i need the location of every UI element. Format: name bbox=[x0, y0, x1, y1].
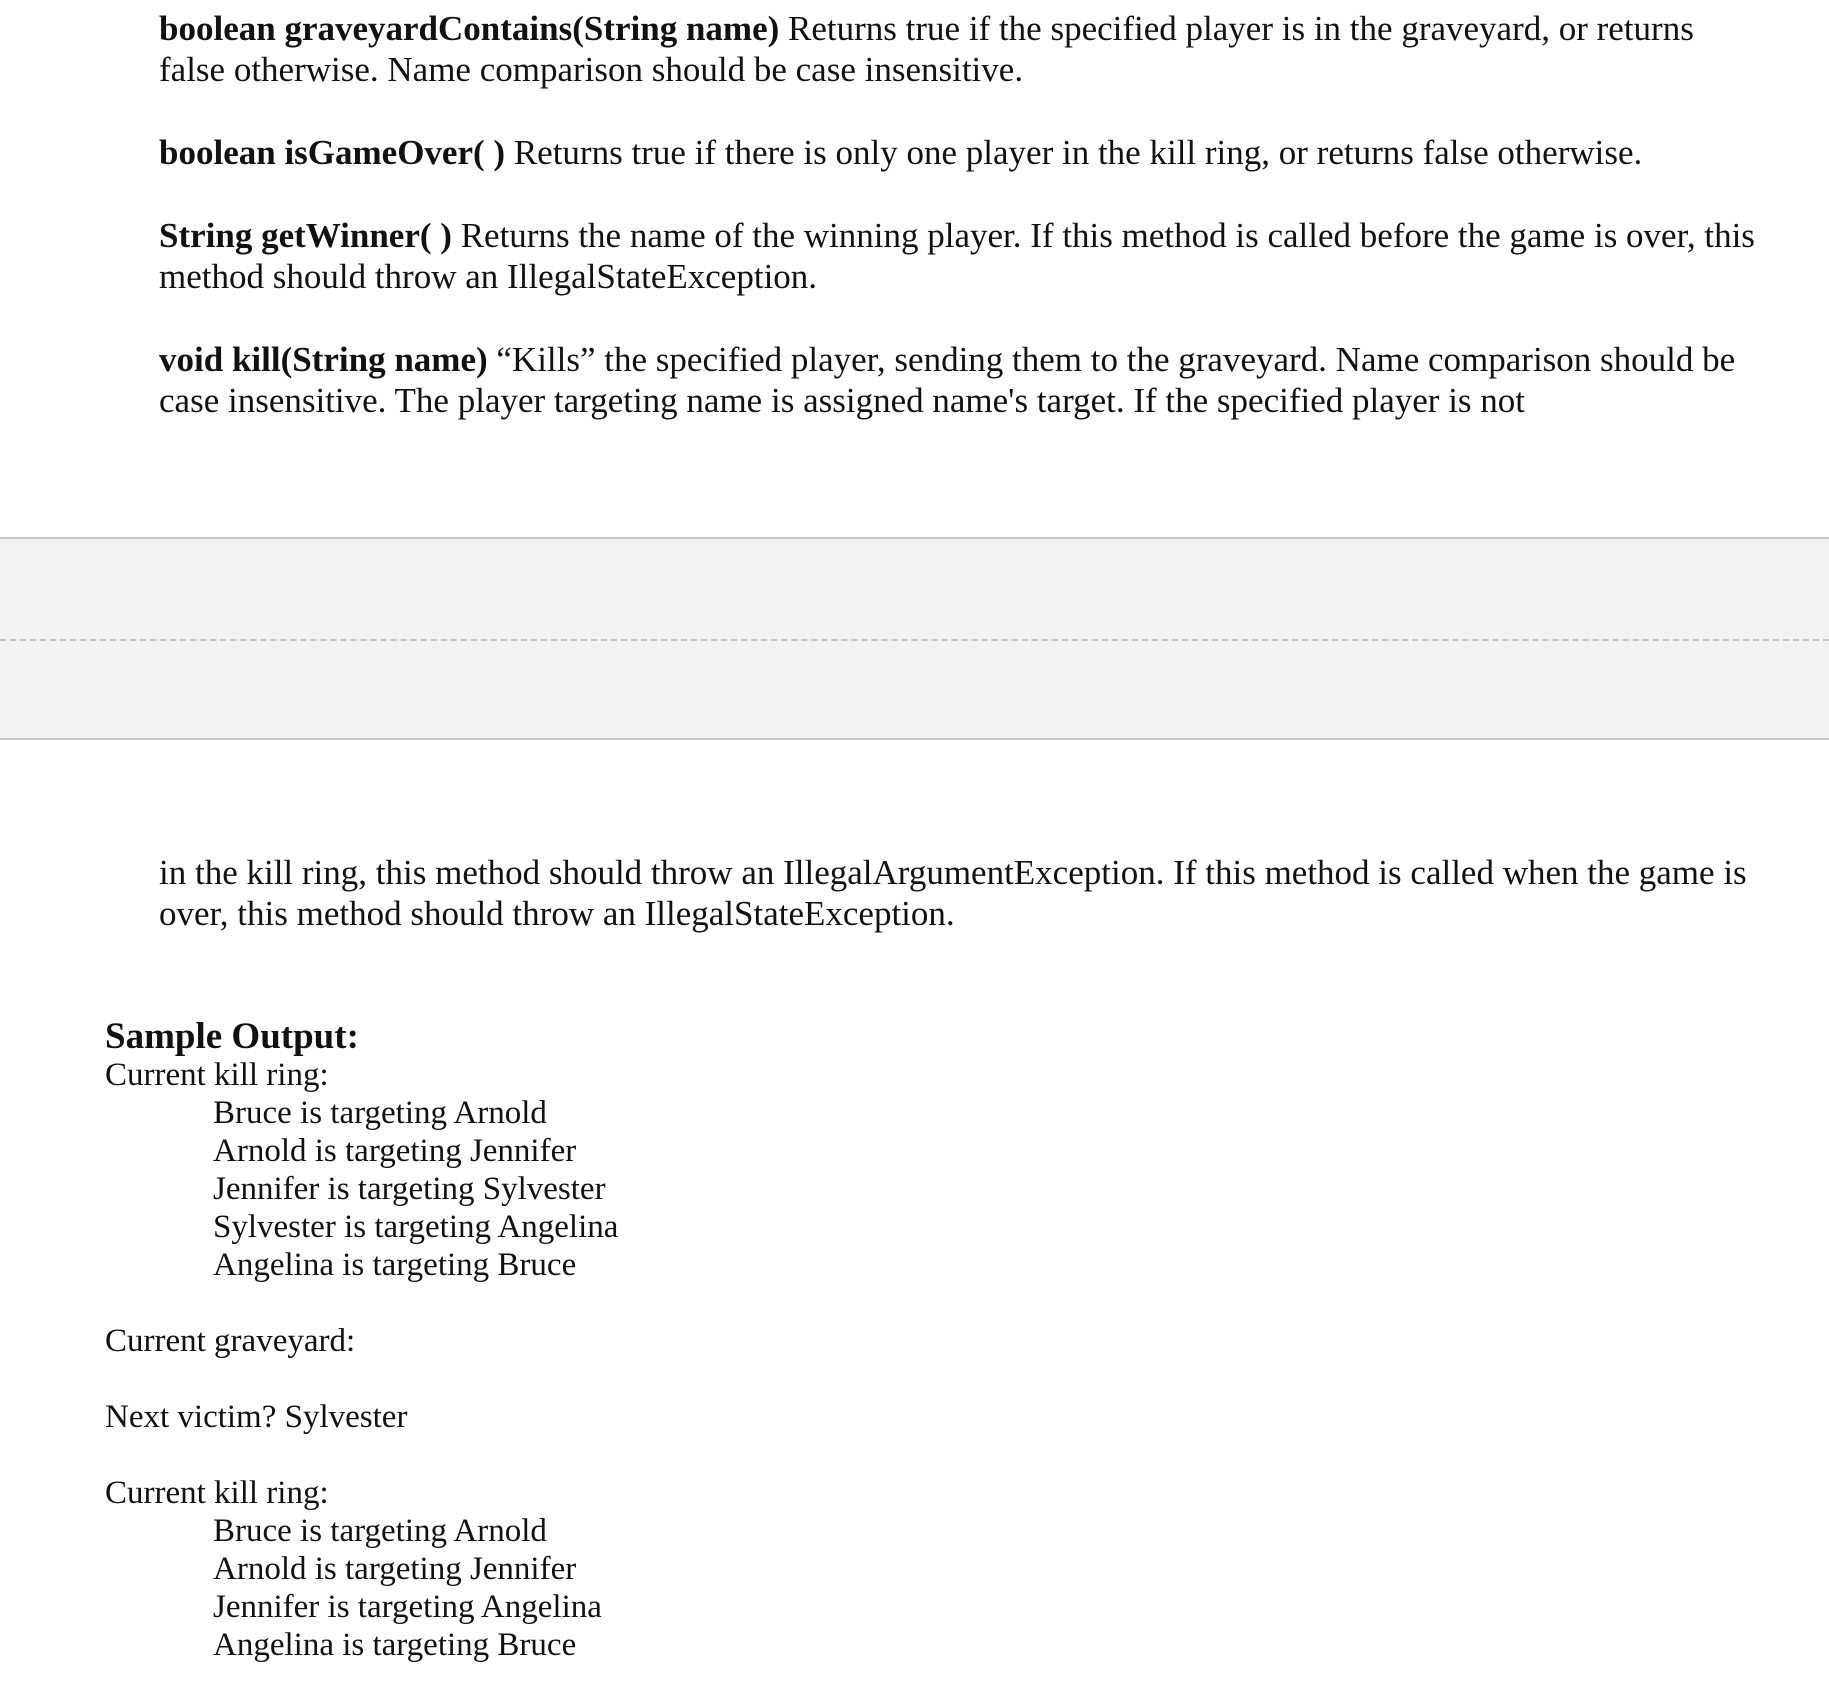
method-signature: boolean graveyardContains(String name) bbox=[159, 9, 780, 48]
sample-output-line: Jennifer is targeting Angelina bbox=[213, 1589, 602, 1625]
method-kill bbox=[159, 339, 1759, 421]
sample-output-line: Sylvester is targeting Angelina bbox=[213, 1209, 619, 1245]
sample-output-line: Arnold is targeting Jennifer bbox=[213, 1551, 577, 1587]
method-signature: String getWinner( ) bbox=[159, 216, 452, 255]
method-graveyard-contains bbox=[159, 8, 1759, 90]
method-description-continued: in the kill ring, this method should throw an IllegalArgumentException. If this method is called when the game is over, this method should throw an IllegalStateException. bbox=[159, 853, 1747, 933]
sample-output-heading: Sample Output: bbox=[105, 1016, 359, 1057]
page-break-gap bbox=[0, 537, 1829, 740]
method-get-winner bbox=[159, 215, 1759, 297]
sample-output-line: Angelina is targeting Bruce bbox=[213, 1627, 577, 1663]
method-signature: boolean isGameOver( ) bbox=[159, 133, 506, 172]
sample-output-line: Jennifer is targeting Sylvester bbox=[213, 1171, 606, 1207]
method-kill-continuation bbox=[159, 852, 1759, 934]
sample-output-line: Bruce is targeting Arnold bbox=[213, 1095, 547, 1131]
sample-output-line: Next victim? Sylvester bbox=[105, 1399, 408, 1435]
method-description: Returns the name of the winning player. If this method is called before the game is over, this method should throw an IllegalStateException. bbox=[159, 216, 1755, 296]
sample-output-line: Bruce is targeting Arnold bbox=[213, 1513, 547, 1549]
sample-output-line: Current graveyard: bbox=[105, 1323, 356, 1359]
method-description: Returns true if the specified player is in the graveyard, or returns false otherwise. Name comparison should be case insensitive. bbox=[159, 9, 1694, 89]
sample-output-line: Current kill ring: bbox=[105, 1057, 329, 1093]
method-description: Returns true if there is only one player in the kill ring, or returns false otherwise. bbox=[505, 133, 1643, 172]
method-is-game-over bbox=[159, 132, 1759, 173]
page-break-divider bbox=[0, 639, 1829, 641]
sample-output-line: Angelina is targeting Bruce bbox=[213, 1247, 577, 1283]
sample-output-line: Current kill ring: bbox=[105, 1475, 329, 1511]
method-description: “Kills” the specified player, sending them to the graveyard. Name comparison should be case insensitive. The player targeting name is assigned name's target. If the specified player is not bbox=[159, 340, 1736, 420]
sample-output-line: Arnold is targeting Jennifer bbox=[213, 1133, 577, 1169]
method-signature: void kill(String name) bbox=[159, 340, 488, 379]
